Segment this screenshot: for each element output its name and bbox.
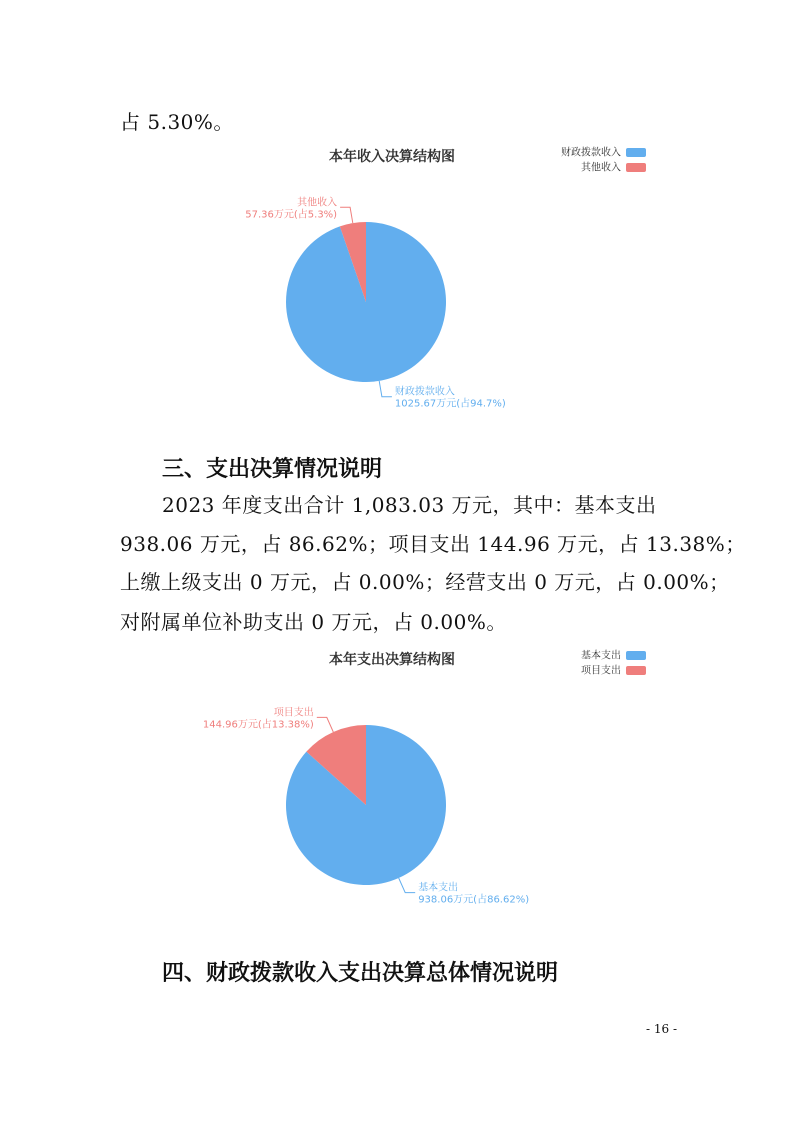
slice-label-value: 57.36万元(占5.3%)	[245, 209, 338, 221]
slice-label-name: 财政拨款收入	[394, 386, 455, 398]
legend-label[interactable]: 财政拨款收入	[561, 147, 621, 159]
label-leader-line	[317, 717, 334, 732]
expenditure-pie-chart	[120, 643, 665, 913]
income-pie-chart	[120, 140, 665, 410]
paragraph-line-1: 2023 年度支出合计 1,083.03 万元，其中：基本支出	[162, 493, 657, 517]
top-text-line: 占 5.30%。	[120, 110, 234, 134]
slice-label-name: 项目支出	[273, 707, 314, 719]
paragraph-line-2: 938.06 万元，占 86.62%；项目支出 144.96 万元，占 13.38%；	[120, 532, 746, 556]
chart-title: 本年收入决算结构图	[329, 149, 455, 165]
legend-swatch[interactable]	[626, 163, 646, 172]
section-heading-expenditure: 三、支出决算情况说明	[162, 457, 383, 482]
label-leader-line	[340, 207, 353, 223]
legend-label[interactable]: 项目支出	[581, 665, 621, 677]
slice-label-value: 144.96万元(占13.38%)	[202, 719, 314, 731]
income-chart	[120, 140, 665, 410]
expenditure-chart	[120, 643, 665, 913]
slice-label-value: 938.06万元(占86.62%)	[418, 894, 530, 906]
paragraph-line-3: 上缴上级支出 0 万元，占 0.00%；经营支出 0 万元，占 0.00%；	[120, 570, 730, 594]
chart-title: 本年支出决算结构图	[329, 652, 455, 668]
legend-label[interactable]: 其他收入	[581, 162, 621, 174]
section-heading-fiscal: 四、财政拨款收入支出决算总体情况说明	[162, 961, 559, 986]
label-leader-line	[379, 381, 392, 397]
legend-label[interactable]: 基本支出	[581, 650, 621, 662]
slice-label-name: 其他收入	[297, 197, 338, 209]
legend-swatch[interactable]	[626, 666, 646, 675]
legend-swatch[interactable]	[626, 148, 646, 157]
legend-swatch[interactable]	[626, 651, 646, 660]
slice-label-name: 基本支出	[418, 882, 459, 894]
page-number: - 16 -	[646, 1022, 678, 1036]
paragraph-line-4: 对附属单位补助支出 0 万元，占 0.00%。	[120, 610, 507, 634]
slice-label-value: 1025.67万元(占94.7%)	[394, 398, 506, 410]
label-leader-line	[399, 878, 416, 893]
pie-slice[interactable]	[286, 222, 446, 382]
